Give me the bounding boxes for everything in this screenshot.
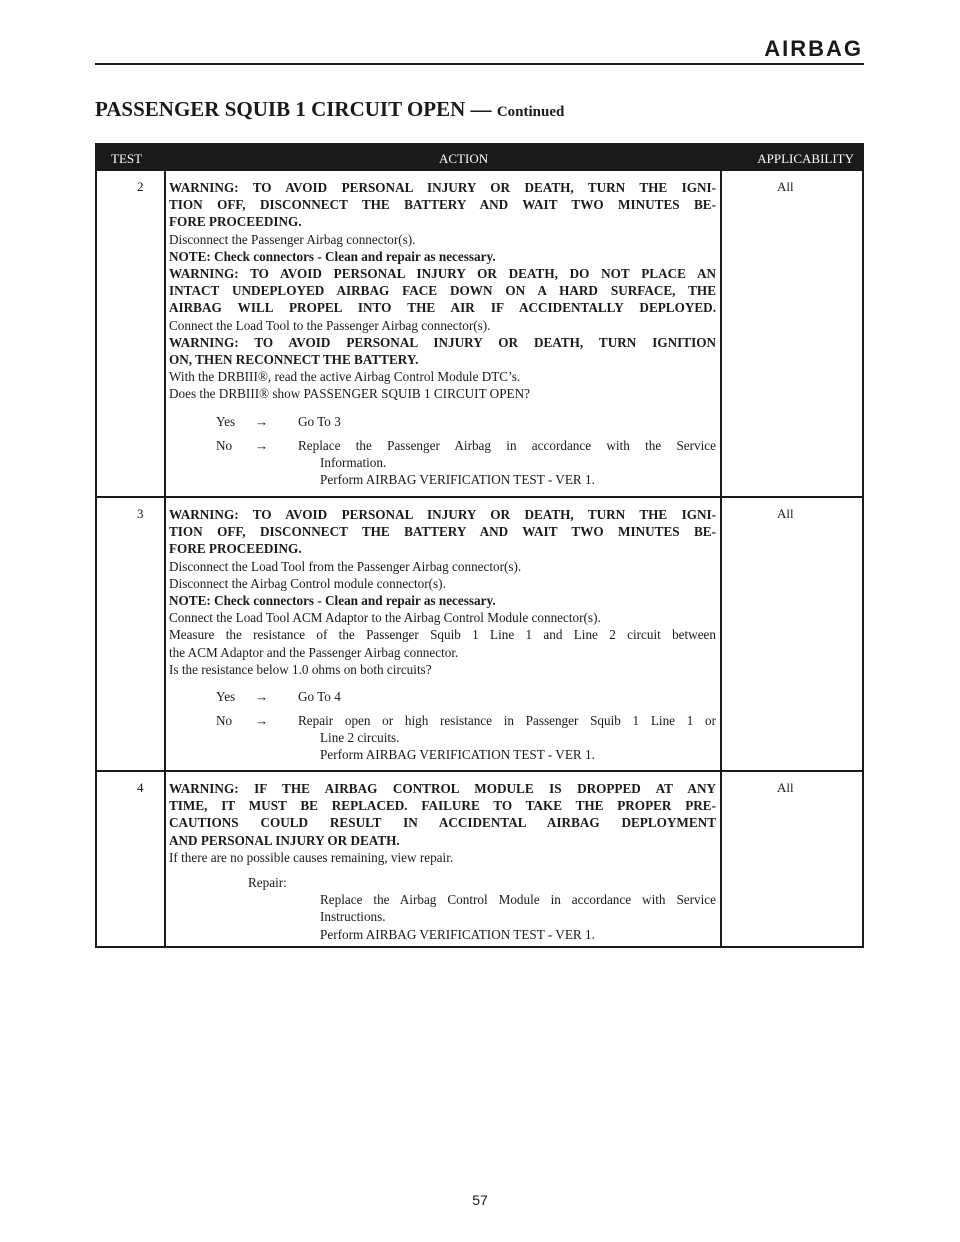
test-number: 4	[137, 780, 144, 795]
action-line: ON, THEN RECONNECT THE BATTERY.	[169, 352, 419, 368]
repair-block	[169, 874, 716, 943]
action-cell	[169, 179, 716, 488]
applicability-cell: All	[777, 780, 794, 795]
heading-continued: Continued	[496, 104, 565, 120]
test-number: 2	[137, 179, 144, 194]
column-header-action: ACTION	[439, 151, 489, 166]
column-header-test: TEST	[111, 151, 143, 166]
table-row	[97, 772, 862, 948]
action-cell	[169, 506, 716, 764]
arrow-icon: →	[255, 437, 269, 453]
action-line: Disconnect the Passenger Airbag connector(s).	[169, 231, 416, 247]
action-line: NOTE: Check connectors - Clean and repair as necessary.	[169, 248, 496, 264]
answer-no	[169, 712, 716, 764]
diagnostic-table	[95, 143, 864, 948]
answer-result: Perform AIRBAG VERIFICATION TEST - VER 1.	[320, 747, 595, 763]
answer-label: No	[216, 437, 233, 453]
answer-result: Information.	[320, 454, 387, 470]
action-line: the ACM Adaptor and the Passenger Airbag connector.	[169, 644, 459, 660]
answer-result: Line 2 circuits.	[320, 730, 400, 746]
action-line: AND PERSONAL INJURY OR DEATH.	[169, 832, 400, 848]
action-line: Measure the resistance of the Passenger Squib 1 Line 1 and Line 2 circuit between	[169, 627, 716, 643]
answer-label: No	[216, 713, 233, 729]
action-line: TION OFF, DISCONNECT THE BATTERY AND WAIT TWO MINUTES BE-	[169, 524, 716, 540]
action-line: AIRBAG WILL PROPEL INTO THE AIR IF ACCIDENTALLY DEPLOYED.	[169, 300, 716, 316]
answer-result: Replace the Passenger Airbag in accordance with the Service	[298, 437, 716, 453]
action-line: FORE PROCEEDING.	[169, 214, 302, 230]
answer-yes	[169, 413, 716, 430]
action-line: TION OFF, DISCONNECT THE BATTERY AND WAIT TWO MINUTES BE-	[169, 197, 716, 213]
arrow-icon: →	[255, 413, 269, 429]
action-line: NOTE: Check connectors - Clean and repair as necessary.	[169, 593, 496, 609]
action-line: WARNING: TO AVOID PERSONAL INJURY OR DEATH, TURN IGNITION	[169, 334, 716, 350]
answer-result: Go To 4	[298, 689, 341, 705]
action-line: Disconnect the Airbag Control module connector(s).	[169, 575, 446, 591]
answer-result: Go To 3	[298, 413, 341, 429]
table-row	[97, 171, 862, 496]
action-line: With the DRBIII®, read the active Airbag Control Module DTC’s.	[169, 369, 521, 385]
page-number: 57	[472, 1192, 488, 1208]
action-line: WARNING: TO AVOID PERSONAL INJURY OR DEATH, TURN THE IGNI-	[169, 180, 716, 195]
header-rule	[95, 63, 864, 65]
action-line: Is the resistance below 1.0 ohms on both circuits?	[169, 661, 432, 677]
table-row	[97, 498, 862, 770]
repair-text: Perform AIRBAG VERIFICATION TEST - VER 1.	[320, 926, 595, 942]
action-cell	[169, 780, 716, 943]
test-number: 3	[137, 506, 144, 521]
action-line: Connect the Load Tool ACM Adaptor to the Airbag Control Module connector(s).	[169, 610, 601, 626]
repair-label: Repair:	[248, 875, 287, 891]
action-line: Disconnect the Load Tool from the Passenger Airbag connector(s).	[169, 558, 522, 574]
answer-result: Repair open or high resistance in Passenger Squib 1 Line 1 or	[298, 713, 716, 729]
arrow-icon: →	[255, 689, 269, 705]
action-line: Connect the Load Tool to the Passenger Airbag connector(s).	[169, 317, 491, 333]
answer-result: Perform AIRBAG VERIFICATION TEST - VER 1.	[320, 472, 595, 488]
action-line: TIME, IT MUST BE REPLACED. FAILURE TO TAKE THE PROPER PRE-	[169, 798, 716, 814]
action-line: WARNING: TO AVOID PERSONAL INJURY OR DEATH, DO NOT PLACE AN	[169, 266, 716, 282]
action-line: WARNING: TO AVOID PERSONAL INJURY OR DEATH, TURN THE IGNI-	[169, 507, 716, 522]
action-line: WARNING: IF THE AIRBAG CONTROL MODULE IS DROPPED AT ANY	[169, 781, 716, 796]
applicability-cell: All	[777, 506, 794, 521]
arrow-icon: →	[255, 713, 269, 729]
answer-label: Yes	[216, 689, 236, 705]
table-header	[97, 145, 862, 171]
repair-text: Replace the Airbag Control Module in accordance with Service	[320, 892, 716, 908]
answer-no	[169, 437, 716, 489]
repair-text: Instructions.	[320, 909, 386, 925]
column-header-applicability: APPLICABILITY	[757, 151, 854, 166]
action-line: FORE PROCEEDING.	[169, 541, 302, 557]
answer-label: Yes	[216, 413, 236, 429]
action-line: CAUTIONS COULD RESULT IN ACCIDENTAL AIRBAG DEPLOYMENT	[169, 815, 716, 831]
applicability-cell: All	[777, 179, 794, 194]
heading-title: PASSENGER SQUIB 1 CIRCUIT OPEN —	[95, 97, 492, 121]
action-line: INTACT UNDEPLOYED AIRBAG FACE DOWN ON A HARD SURFACE, THE	[169, 283, 716, 299]
action-line: If there are no possible causes remaining, view repair.	[169, 849, 454, 865]
answer-yes	[169, 688, 716, 705]
action-line: Does the DRBIII® show PASSENGER SQUIB 1 CIRCUIT OPEN?	[169, 386, 530, 402]
page-heading	[95, 97, 564, 122]
section-label: AIRBAG	[764, 36, 863, 61]
